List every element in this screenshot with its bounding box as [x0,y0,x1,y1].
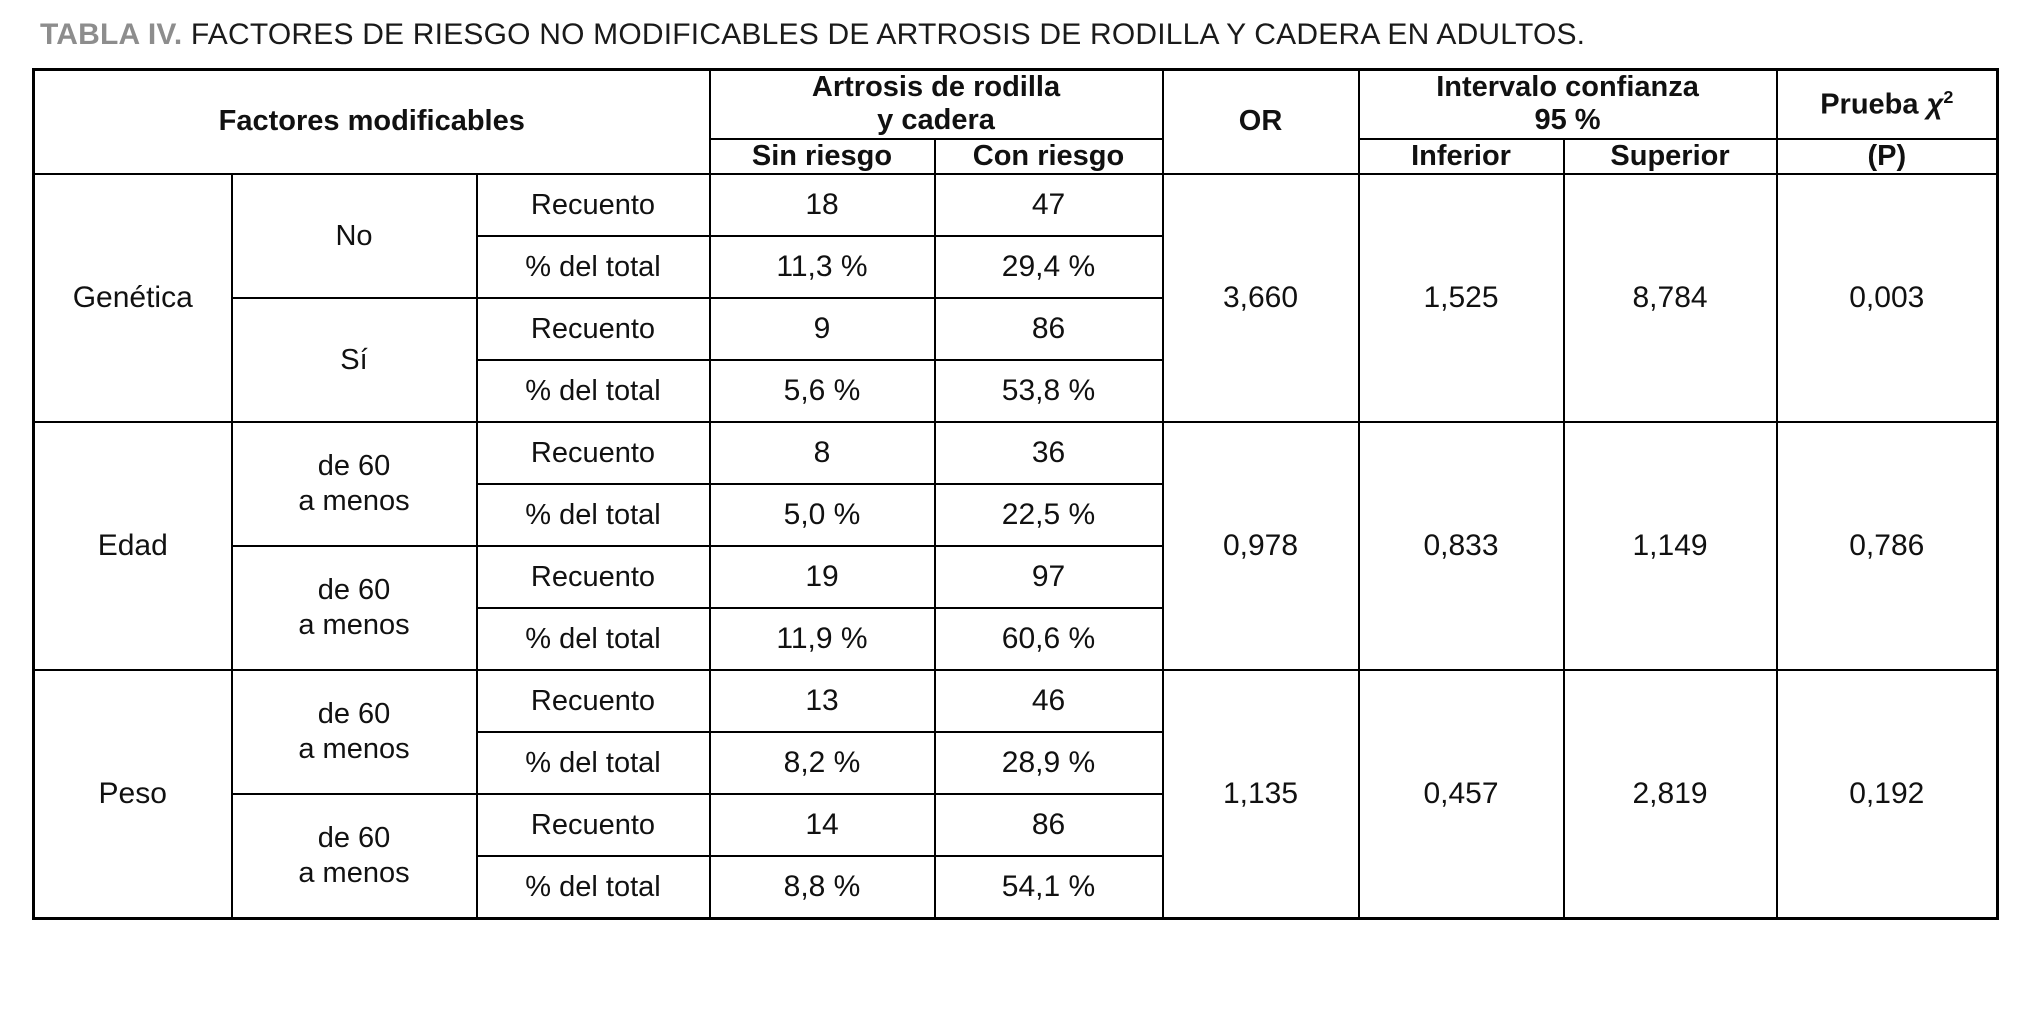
cell-p-edad: 0,786 [1777,422,1998,670]
cell-con-riesgo: 97 [935,546,1163,608]
level-label-genetica-no: No [232,174,477,298]
cell-con-riesgo: 28,9 % [935,732,1163,794]
cell-superior-edad: 1,149 [1564,422,1777,670]
header-sin-riesgo: Sin riesgo [710,139,935,174]
risk-factors-table [32,68,1999,920]
metric-label: % del total [477,484,710,546]
header-ci-line2: 95 % [1534,104,1601,137]
header-superior: Superior [1564,139,1777,174]
group-label-peso: Peso [34,670,232,919]
level-label-genetica-si: Sí [232,298,477,422]
cell-or-peso: 1,135 [1163,670,1359,919]
table-body [34,174,1998,919]
cell-inferior-edad: 0,833 [1359,422,1564,670]
metric-label: Recuento [477,794,710,856]
metric-label: Recuento [477,670,710,732]
metric-label: % del total [477,856,710,919]
cell-inferior-peso: 0,457 [1359,670,1564,919]
cell-sin-riesgo: 8 [710,422,935,484]
level-line1: de 60 [317,574,391,607]
cell-con-riesgo: 60,6 % [935,608,1163,670]
metric-label: Recuento [477,174,710,236]
cell-con-riesgo: 22,5 % [935,484,1163,546]
cell-sin-riesgo: 13 [710,670,935,732]
caption-label: TABLA IV. [40,18,183,51]
level-label-edad-2 [232,546,477,670]
metric-label: % del total [477,236,710,298]
level-line2: a menos [298,609,410,642]
cell-sin-riesgo: 19 [710,546,935,608]
level-line1: de 60 [317,450,391,483]
level-label-edad-1 [232,422,477,546]
level-label-peso-1 [232,670,477,794]
metric-label: % del total [477,732,710,794]
cell-con-riesgo: 54,1 % [935,856,1163,919]
group-label-edad: Edad [34,422,232,670]
header-row-1 [34,70,1998,139]
header-artrosis-group [710,70,1163,139]
table-caption [40,18,2017,52]
cell-or-edad: 0,978 [1163,422,1359,670]
cell-con-riesgo: 47 [935,174,1163,236]
cell-sin-riesgo: 11,3 % [710,236,935,298]
chi-exponent: 2 [1943,86,1954,107]
cell-con-riesgo: 36 [935,422,1163,484]
header-artrosis-line1: Artrosis de rodilla [811,71,1061,103]
level-line1: de 60 [317,822,391,855]
cell-superior-genetica: 8,784 [1564,174,1777,422]
header-prueba-chi2 [1777,70,1998,139]
cell-sin-riesgo: 11,9 % [710,608,935,670]
header-or: OR [1163,70,1359,175]
cell-con-riesgo: 46 [935,670,1163,732]
cell-con-riesgo: 53,8 % [935,360,1163,422]
level-line2: a menos [298,733,410,766]
header-prueba-prefix: Prueba [1820,88,1927,121]
header-artrosis-line2: y cadera [877,104,995,137]
cell-sin-riesgo: 8,2 % [710,732,935,794]
header-p-value: (P) [1777,139,1998,174]
cell-sin-riesgo: 14 [710,794,935,856]
table-row [34,174,1998,236]
cell-or-genetica: 3,660 [1163,174,1359,422]
metric-label: Recuento [477,546,710,608]
cell-sin-riesgo: 5,0 % [710,484,935,546]
metric-label: % del total [477,360,710,422]
cell-sin-riesgo: 8,8 % [710,856,935,919]
cell-sin-riesgo: 5,6 % [710,360,935,422]
metric-label: Recuento [477,422,710,484]
level-label-peso-2 [232,794,477,919]
metric-label: % del total [477,608,710,670]
cell-sin-riesgo: 18 [710,174,935,236]
chi-symbol: χ [1926,88,1944,121]
header-intervalo-confianza [1359,70,1777,139]
cell-p-peso: 0,192 [1777,670,1998,919]
group-label-genetica: Genética [34,174,232,422]
cell-superior-peso: 2,819 [1564,670,1777,919]
cell-con-riesgo: 86 [935,298,1163,360]
table-head [34,70,1998,175]
level-line1: de 60 [317,698,391,731]
caption-text: FACTORES DE RIESGO NO MODIFICABLES DE ARTROSIS DE RODILLA Y CADERA EN ADULTOS. [182,18,1586,51]
header-con-riesgo: Con riesgo [935,139,1163,174]
cell-p-genetica: 0,003 [1777,174,1998,422]
table-row [34,670,1998,732]
cell-sin-riesgo: 9 [710,298,935,360]
cell-con-riesgo: 29,4 % [935,236,1163,298]
header-ci-line1: Intervalo confianza [1436,71,1699,103]
cell-con-riesgo: 86 [935,794,1163,856]
table-row [34,422,1998,484]
level-line2: a menos [298,485,410,518]
header-inferior: Inferior [1359,139,1564,174]
cell-inferior-genetica: 1,525 [1359,174,1564,422]
metric-label: Recuento [477,298,710,360]
level-line2: a menos [298,857,410,890]
header-factores-modificables: Factores modificables [34,70,710,175]
